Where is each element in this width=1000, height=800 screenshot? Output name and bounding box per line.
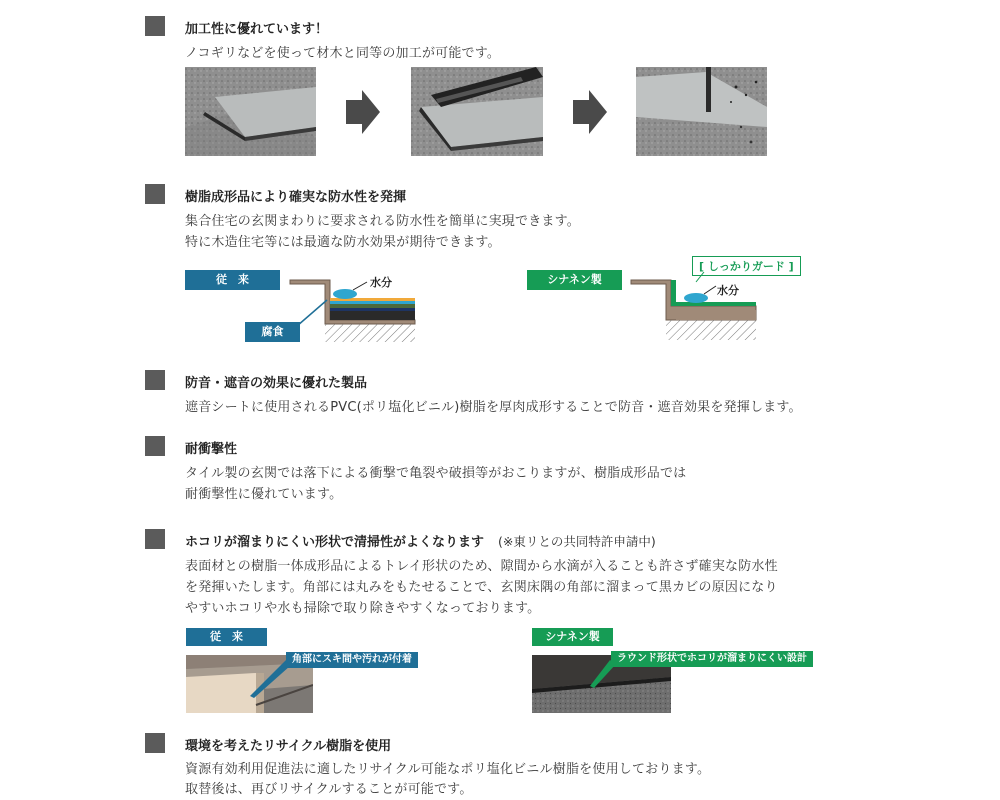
section-5-title-text: ホコリが溜まりにくい形状で清掃性がよくなります — [185, 535, 485, 550]
guard-label: [ しっかりガード ] — [692, 256, 801, 276]
water-label-2: 水分 — [717, 284, 739, 297]
corrosion-pointer — [295, 296, 335, 328]
cutting-photo-2 — [411, 67, 543, 156]
shinanen-photo-label: シナネン製 — [532, 628, 613, 646]
section-5-note: (※東リとの共同特許申請中) — [498, 534, 656, 549]
section-2-title: 樹脂成形品により確実な防水性を発揮 — [185, 190, 407, 205]
water-label: 水分 — [370, 276, 392, 289]
section-2-line-1: 集合住宅の玄関まわりに要求される防水性を簡単に実現できます。 — [185, 214, 580, 229]
section-2-bullet — [145, 184, 165, 204]
conventional-label: 従 来 — [185, 270, 280, 290]
section-5-line-1: 表面材との樹脂一体成形品によるトレイ形状のため、隙間から水滴が入ることも許さず確実な防水性 — [185, 559, 778, 574]
section-1-title: 加工性に優れています！ — [185, 22, 329, 37]
section-5-title — [185, 531, 656, 550]
cutting-photo-3 — [636, 67, 767, 156]
section-5-bullet — [145, 529, 165, 549]
conventional-photo-label: 従 来 — [186, 628, 267, 646]
section-6-line-2: 取替後は、再びリサイクルすることが可能です。 — [185, 782, 473, 797]
conventional-callout-pointer — [250, 660, 290, 700]
section-3-bullet — [145, 370, 165, 390]
section-3-title: 防音・遮音の効果に優れた製品 — [185, 376, 368, 391]
shinanen-diagram — [626, 272, 766, 344]
right-arrow-icon-2 — [573, 90, 607, 134]
section-2-line-2: 特に木造住宅等には最適な防水効果が期待できます。 — [185, 235, 501, 250]
section-5-line-2: を発揮いたします。角部には丸みをもたせることで、玄関床隅の角部に溜まって黒カビの原因になり — [185, 580, 778, 595]
section-6-title: 環境を考えたリサイクル樹脂を使用 — [185, 739, 392, 754]
shinanen-label: シナネン製 — [527, 270, 622, 290]
shinanen-callout-pointer — [590, 660, 616, 690]
section-4-bullet — [145, 436, 165, 456]
section-6-bullet — [145, 733, 165, 753]
section-4-line-2: 耐衝撃性に優れています。 — [185, 487, 343, 502]
section-4-title: 耐衝撃性 — [185, 442, 238, 457]
corrosion-label: 腐食 — [245, 322, 300, 342]
section-6-line-1: 資源有効利用促進法に適したリサイクル可能なポリ塩化ビニル樹脂を使用しております。 — [185, 762, 711, 777]
section-1-bullet — [145, 16, 165, 36]
section-5-line-3: やすいホコリや水も掃除で取り除きやすくなっております。 — [185, 601, 541, 616]
right-arrow-icon-1 — [346, 90, 380, 134]
cutting-photo-1 — [185, 67, 316, 156]
conventional-callout: 角部にスキ間や汚れが付着 — [286, 652, 418, 668]
section-3-line-1: 遮音シートに使用されるPVC(ポリ塩化ビニル)樹脂を厚肉成形することで防音・遮音効果を発揮します。 — [185, 400, 802, 415]
shinanen-callout: ラウンド形状でホコリが溜まりにくい設計 — [611, 651, 813, 667]
section-4-line-1: タイル製の玄関では落下による衝撃で亀裂や破損等がおこりますが、樹脂成形品では — [185, 466, 687, 481]
section-1-line-1: ノコギリなどを使って材木と同等の加工が可能です。 — [185, 46, 501, 61]
